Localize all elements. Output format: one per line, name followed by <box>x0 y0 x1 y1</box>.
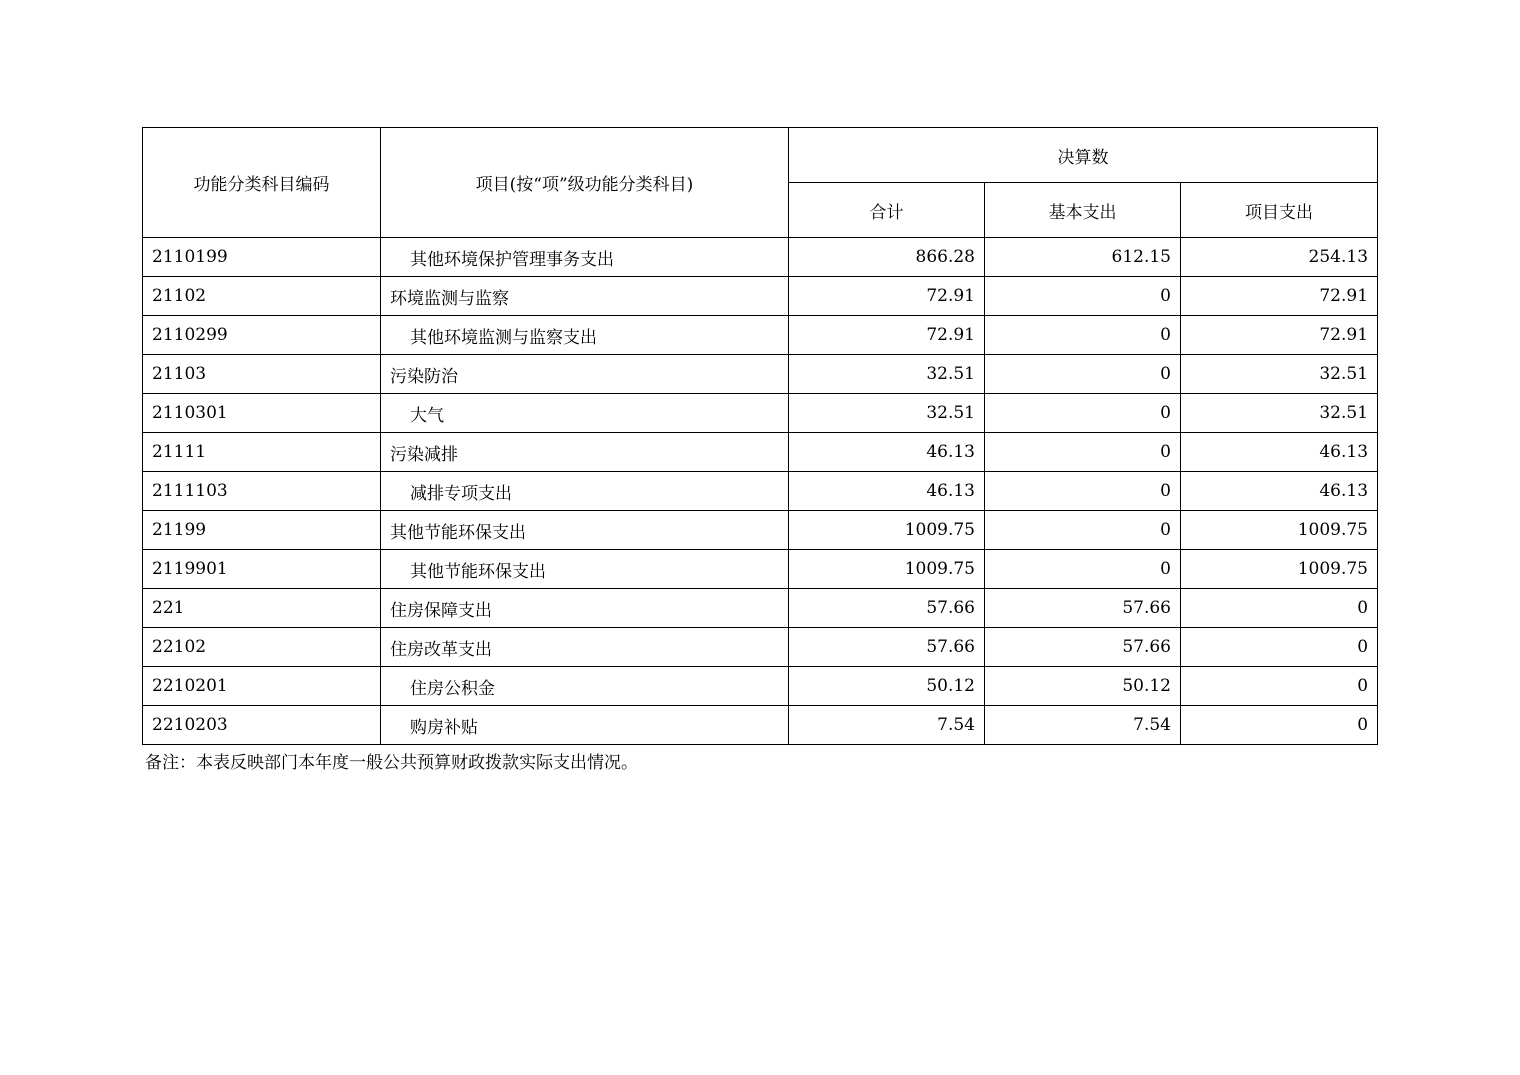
cell-total: 50.12 <box>789 667 985 706</box>
cell-name: 其他节能环保支出 <box>381 550 789 589</box>
cell-project: 1009.75 <box>1181 511 1378 550</box>
table-row <box>143 511 1378 550</box>
cell-total: 7.54 <box>789 706 985 745</box>
cell-basic: 0 <box>985 316 1181 355</box>
table-row <box>143 433 1378 472</box>
cell-code: 2110199 <box>143 238 381 277</box>
cell-total: 1009.75 <box>789 550 985 589</box>
cell-name: 环境监测与监察 <box>381 277 789 316</box>
cell-name: 其他环境监测与监察支出 <box>381 316 789 355</box>
cell-basic: 57.66 <box>985 589 1181 628</box>
cell-code: 21102 <box>143 277 381 316</box>
cell-code: 21111 <box>143 433 381 472</box>
cell-code: 2111103 <box>143 472 381 511</box>
header-final-accounts: 决算数 <box>789 128 1378 183</box>
cell-total: 1009.75 <box>789 511 985 550</box>
header-row-top <box>143 128 1378 183</box>
cell-total: 46.13 <box>789 472 985 511</box>
table-row <box>143 550 1378 589</box>
cell-total: 32.51 <box>789 355 985 394</box>
cell-name: 住房公积金 <box>381 667 789 706</box>
cell-code: 22102 <box>143 628 381 667</box>
cell-basic: 0 <box>985 394 1181 433</box>
cell-basic: 7.54 <box>985 706 1181 745</box>
cell-code: 2119901 <box>143 550 381 589</box>
table-row <box>143 472 1378 511</box>
table-row <box>143 589 1378 628</box>
cell-basic: 57.66 <box>985 628 1181 667</box>
cell-name: 住房改革支出 <box>381 628 789 667</box>
table-row <box>143 277 1378 316</box>
header-basic: 基本支出 <box>985 183 1181 238</box>
header-project: 项目支出 <box>1181 183 1378 238</box>
cell-code: 21103 <box>143 355 381 394</box>
table-row <box>143 628 1378 667</box>
table-row <box>143 316 1378 355</box>
table-row <box>143 706 1378 745</box>
cell-project: 0 <box>1181 628 1378 667</box>
cell-name: 大气 <box>381 394 789 433</box>
cell-total: 72.91 <box>789 277 985 316</box>
cell-project: 32.51 <box>1181 355 1378 394</box>
table-row <box>143 667 1378 706</box>
cell-project: 72.91 <box>1181 277 1378 316</box>
cell-project: 72.91 <box>1181 316 1378 355</box>
cell-name: 污染防治 <box>381 355 789 394</box>
cell-basic: 0 <box>985 472 1181 511</box>
cell-name: 污染减排 <box>381 433 789 472</box>
cell-basic: 612.15 <box>985 238 1181 277</box>
cell-total: 32.51 <box>789 394 985 433</box>
cell-total: 46.13 <box>789 433 985 472</box>
table-row <box>143 238 1378 277</box>
cell-basic: 0 <box>985 277 1181 316</box>
cell-basic: 0 <box>985 550 1181 589</box>
cell-name: 住房保障支出 <box>381 589 789 628</box>
header-total: 合计 <box>789 183 985 238</box>
cell-code: 2210201 <box>143 667 381 706</box>
table-body <box>143 238 1378 745</box>
cell-total: 72.91 <box>789 316 985 355</box>
cell-name: 购房补贴 <box>381 706 789 745</box>
cell-basic: 0 <box>985 511 1181 550</box>
cell-total: 57.66 <box>789 589 985 628</box>
budget-table <box>142 127 1378 745</box>
cell-project: 46.13 <box>1181 433 1378 472</box>
cell-name: 减排专项支出 <box>381 472 789 511</box>
cell-project: 46.13 <box>1181 472 1378 511</box>
budget-table-container <box>142 127 1377 745</box>
table-note: 备注：本表反映部门本年度一般公共预算财政拨款实际支出情况。 <box>145 753 638 773</box>
cell-project: 1009.75 <box>1181 550 1378 589</box>
cell-basic: 0 <box>985 355 1181 394</box>
cell-code: 2110301 <box>143 394 381 433</box>
cell-name: 其他环境保护管理事务支出 <box>381 238 789 277</box>
cell-project: 0 <box>1181 706 1378 745</box>
cell-code: 21199 <box>143 511 381 550</box>
cell-name: 其他节能环保支出 <box>381 511 789 550</box>
cell-code: 221 <box>143 589 381 628</box>
header-code: 功能分类科目编码 <box>143 128 381 238</box>
cell-project: 32.51 <box>1181 394 1378 433</box>
cell-basic: 0 <box>985 433 1181 472</box>
cell-project: 254.13 <box>1181 238 1378 277</box>
cell-total: 57.66 <box>789 628 985 667</box>
cell-total: 866.28 <box>789 238 985 277</box>
table-row <box>143 394 1378 433</box>
cell-code: 2210203 <box>143 706 381 745</box>
cell-basic: 50.12 <box>985 667 1181 706</box>
table-row <box>143 355 1378 394</box>
cell-project: 0 <box>1181 667 1378 706</box>
cell-code: 2110299 <box>143 316 381 355</box>
header-name: 项目(按“项”级功能分类科目) <box>381 128 789 238</box>
cell-project: 0 <box>1181 589 1378 628</box>
